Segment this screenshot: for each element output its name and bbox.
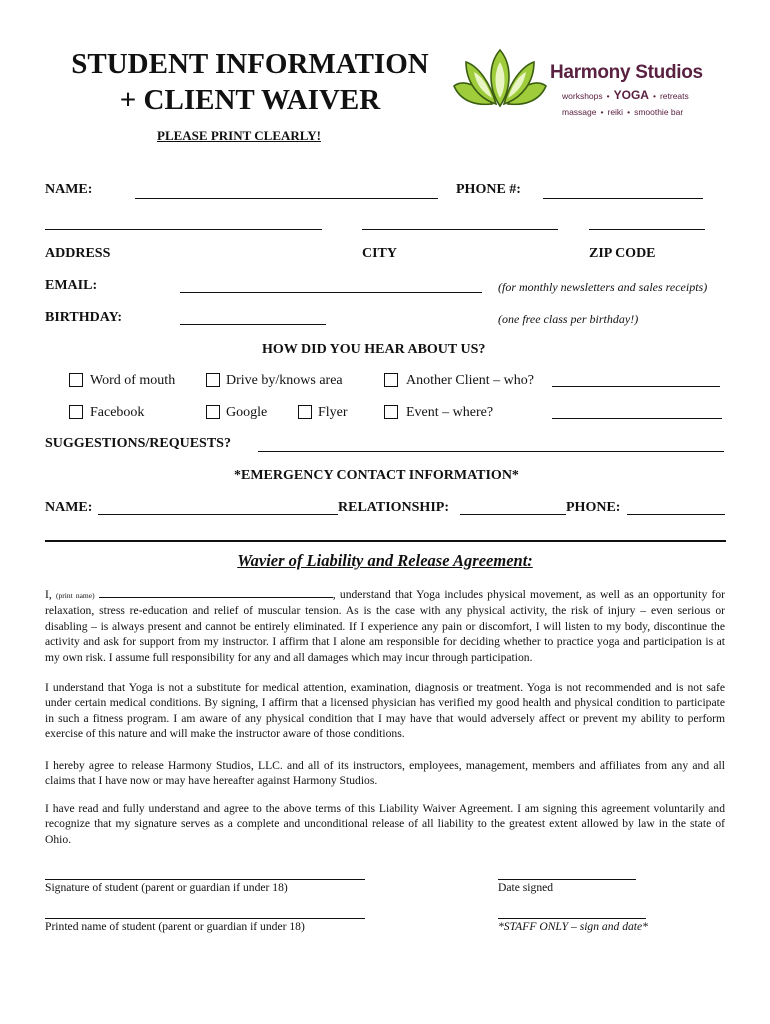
phone-label: PHONE #: xyxy=(456,182,521,197)
birthday-label: BIRTHDAY: xyxy=(45,310,123,325)
student-signature-field[interactable] xyxy=(45,879,365,880)
flyer-label: Flyer xyxy=(318,405,348,420)
relationship-field[interactable] xyxy=(460,514,566,515)
page-title xyxy=(40,46,460,118)
brand-name: Harmony Studios xyxy=(550,62,703,83)
printed-name-field[interactable] xyxy=(45,918,365,919)
birthday-field[interactable] xyxy=(180,324,326,325)
another-client-field[interactable] xyxy=(552,386,720,387)
title-line-1: STUDENT INFORMATION xyxy=(71,48,429,80)
city-label: CITY xyxy=(362,246,398,261)
print-name-hint: (print name) xyxy=(55,591,95,600)
section-divider xyxy=(45,540,726,542)
word-of-mouth-label: Word of mouth xyxy=(90,373,176,388)
event-label: Event – where? xyxy=(406,405,494,420)
suggestions-field[interactable] xyxy=(258,451,724,452)
staff-sign-field[interactable] xyxy=(498,918,646,919)
email-note: (for monthly newsletters and sales receipts) xyxy=(498,280,708,294)
zip-field[interactable] xyxy=(589,229,705,230)
how-did-you-hear-heading: HOW DID YOU HEAR ABOUT US? xyxy=(262,342,486,357)
facebook-checkbox[interactable] xyxy=(69,405,83,419)
printed-name-label: Printed name of student (parent or guardian if under 18) xyxy=(45,920,305,933)
event-field[interactable] xyxy=(552,418,722,419)
phone-field[interactable] xyxy=(543,198,703,199)
event-checkbox[interactable] xyxy=(384,405,398,419)
title-line-2: + CLIENT WAIVER xyxy=(119,84,381,116)
brand-services-line-1: workshops • YOGA • retreats xyxy=(562,88,689,102)
relationship-label: RELATIONSHIP: xyxy=(338,500,449,515)
another-client-checkbox[interactable] xyxy=(384,373,398,387)
facebook-label: Facebook xyxy=(90,405,145,420)
waiver-paragraph-2: I understand that Yoga is not a substitute for medical attention, examination, diagnosis or treatment. Yoga is not recommended and is not safe under certain medical conditions. By signing, I affirm that a licensed physician has verified my good health and physical condition to participate in such a fitness program. I am aware of any physical condition that I may have that would adversely affect or prevent my ability to perform exercise of this nature and will make the instructor aware of those conditions. xyxy=(45,681,725,741)
another-client-label: Another Client – who? xyxy=(406,373,534,388)
brand-services-line-2: massage • reiki • smoothie bar xyxy=(562,107,684,117)
emergency-phone-label: PHONE: xyxy=(566,500,621,515)
date-signed-field[interactable] xyxy=(498,879,636,880)
emergency-name-label: NAME: xyxy=(45,500,93,515)
emergency-phone-field[interactable] xyxy=(627,514,725,515)
emergency-heading: *EMERGENCY CONTACT INFORMATION* xyxy=(234,468,519,483)
drive-by-checkbox[interactable] xyxy=(206,373,220,387)
print-name-field[interactable] xyxy=(99,587,333,598)
waiver-paragraph-3: I hereby agree to release Harmony Studios, LLC. and all of its instructors, employees, management, members and affiliates from any and all claims that I have now or may have hereafter against Harmony Studios. xyxy=(45,759,725,788)
email-label: EMAIL: xyxy=(45,278,98,293)
name-label: NAME: xyxy=(45,182,93,197)
address-label: ADDRESS xyxy=(45,246,111,261)
google-checkbox[interactable] xyxy=(206,405,220,419)
staff-only-label: *STAFF ONLY – sign and date* xyxy=(498,920,648,933)
waiver-paragraph-4: I have read and fully understand and agree to the above terms of this Liability Waiver Agreement. I am signing this agreement voluntarily and recognize that my signature serves as a complete and unconditional release of all liability to the greatest extent allowed by law in the state of Ohio. xyxy=(45,802,725,846)
signature-label: Signature of student (parent or guardian if under 18) xyxy=(45,881,288,894)
drive-by-label: Drive by/knows area xyxy=(226,373,343,388)
waiver-paragraph-1: I, (print name) , understand that Yoga includes physical movement, as well as an opportunity for relaxation, stress re-education and relief of muscular tension. As is the case with any physical activity, the risk of injury – even serious or disabling – is always present and cannot be entirely eliminated. If I experience any pain or discomfort, I will listen to my body, discontinue the activity and ask for support from my instructor. I affirm that I alone am responsible for deciding whether to practice yoga and participation is at my own risk. I assume full responsibility for any and all damages which may incur through participation. xyxy=(45,588,725,664)
harmony-studios-logo xyxy=(452,48,712,120)
lotus-icon xyxy=(452,48,548,114)
zip-label: ZIP CODE xyxy=(589,246,656,261)
word-of-mouth-checkbox[interactable] xyxy=(69,373,83,387)
emergency-name-field[interactable] xyxy=(98,514,338,515)
email-field[interactable] xyxy=(180,292,482,293)
flyer-checkbox[interactable] xyxy=(298,405,312,419)
print-clearly-note: PLEASE PRINT CLEARLY! xyxy=(157,128,321,143)
name-field[interactable] xyxy=(135,198,438,199)
birthday-note: (one free class per birthday!) xyxy=(498,312,639,326)
suggestions-label: SUGGESTIONS/REQUESTS? xyxy=(45,436,231,451)
date-signed-label: Date signed xyxy=(498,881,554,894)
waiver-title: Wavier of Liability and Release Agreement: xyxy=(237,551,533,570)
city-field[interactable] xyxy=(362,229,558,230)
google-label: Google xyxy=(226,405,268,420)
address-field[interactable] xyxy=(45,229,322,230)
